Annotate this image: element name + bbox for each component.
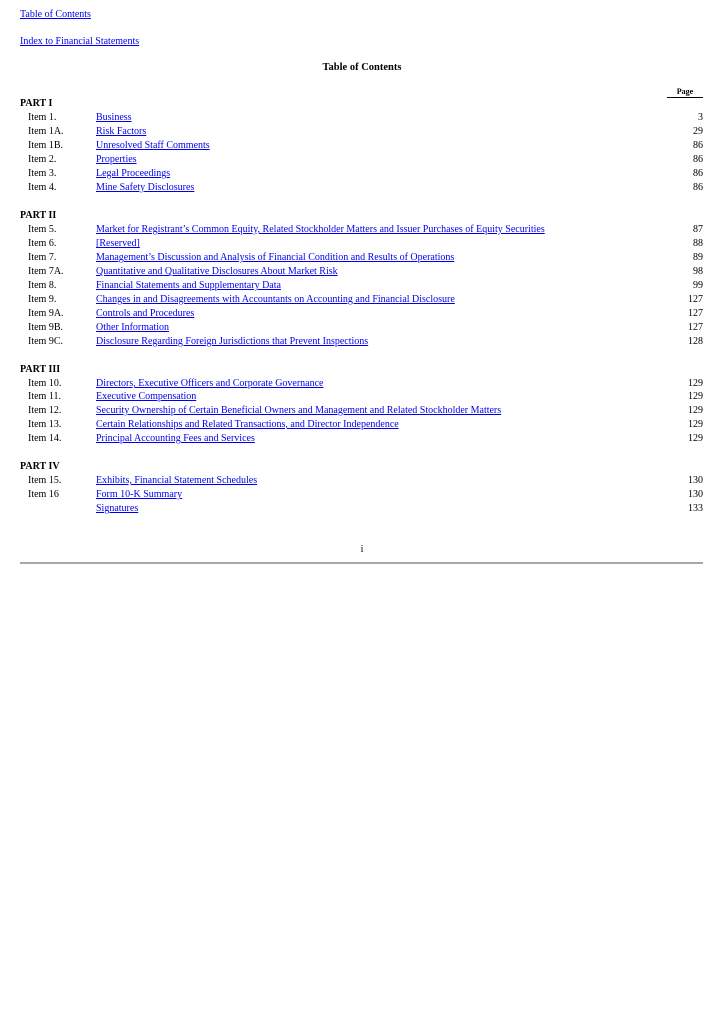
item-number: Item 7. bbox=[28, 252, 57, 263]
item-number: Item 2. bbox=[28, 154, 57, 165]
page-number: 127 bbox=[688, 294, 703, 305]
page-number: 86 bbox=[693, 154, 703, 165]
toc-row bbox=[0, 224, 724, 238]
part-heading: PART III bbox=[20, 364, 61, 375]
page-column-header: Page bbox=[667, 87, 703, 98]
item-number: Item 6. bbox=[28, 238, 57, 249]
page-number: 98 bbox=[693, 266, 703, 277]
toc-row bbox=[0, 475, 724, 489]
item-number: Item 9B. bbox=[28, 322, 63, 333]
part-heading: PART I bbox=[20, 98, 53, 109]
toc-row bbox=[0, 503, 724, 517]
item-number: Item 1. bbox=[28, 112, 57, 123]
page-number: 86 bbox=[693, 182, 703, 193]
toc-entry-link[interactable]: Other Information bbox=[96, 322, 170, 333]
toc-row bbox=[0, 294, 724, 308]
page-number: 87 bbox=[693, 224, 703, 235]
page-number: 129 bbox=[688, 391, 703, 402]
table-of-contents-link[interactable]: Table of Contents bbox=[20, 9, 91, 20]
toc-entry-link[interactable]: Principal Accounting Fees and Services bbox=[96, 433, 255, 444]
toc-row bbox=[0, 280, 724, 294]
toc-entry-link[interactable]: Market for Registrant’s Common Equity, Related Stockholder Matters and Issuer Purchases of Equity Securities bbox=[96, 224, 545, 235]
item-number: Item 7A. bbox=[28, 266, 64, 277]
page-number: 128 bbox=[688, 336, 703, 347]
page-number: 129 bbox=[688, 378, 703, 389]
item-number: Item 5. bbox=[28, 224, 57, 235]
part-heading: PART IV bbox=[20, 461, 60, 472]
toc-entry-link[interactable]: Signatures bbox=[96, 503, 139, 514]
toc-row bbox=[0, 154, 724, 168]
item-number: Item 9C. bbox=[28, 336, 63, 347]
toc-entry-link[interactable]: Properties bbox=[96, 154, 137, 165]
toc-entry-link[interactable]: Financial Statements and Supplementary Data bbox=[96, 280, 281, 291]
page-number: 127 bbox=[688, 308, 703, 319]
toc-entry-link[interactable]: Disclosure Regarding Foreign Jurisdictions that Prevent Inspections bbox=[96, 336, 369, 347]
toc-row bbox=[0, 252, 724, 266]
page-number: 129 bbox=[688, 419, 703, 430]
item-number: Item 9. bbox=[28, 294, 57, 305]
toc-row bbox=[0, 419, 724, 433]
page-number: 88 bbox=[693, 238, 703, 249]
toc-row bbox=[0, 182, 724, 196]
page-number: 99 bbox=[693, 280, 703, 291]
toc-entry-link[interactable]: Mine Safety Disclosures bbox=[96, 182, 195, 193]
toc-row bbox=[0, 433, 724, 447]
page-number: 29 bbox=[693, 126, 703, 137]
item-number: Item 9A. bbox=[28, 308, 64, 319]
item-number: Item 14. bbox=[28, 433, 62, 444]
page-break-divider bbox=[20, 562, 703, 564]
toc-entry-link[interactable]: Exhibits, Financial Statement Schedules bbox=[96, 475, 258, 486]
item-number: Item 1A. bbox=[28, 126, 64, 137]
toc-row bbox=[0, 112, 724, 126]
toc-entry-link[interactable]: Risk Factors bbox=[96, 126, 147, 137]
page-number: 133 bbox=[688, 503, 703, 514]
toc-row bbox=[0, 322, 724, 336]
page-number: 89 bbox=[693, 252, 703, 263]
toc-entry-link[interactable]: Quantitative and Qualitative Disclosures About Market Risk bbox=[96, 266, 338, 277]
item-number: Item 4. bbox=[28, 182, 57, 193]
toc-entry-link[interactable]: Legal Proceedings bbox=[96, 168, 171, 179]
page-title: Table of Contents bbox=[322, 62, 402, 73]
part-heading: PART II bbox=[20, 210, 57, 221]
toc-entry-link[interactable]: Management’s Discussion and Analysis of Financial Condition and Results of Operations bbox=[96, 252, 455, 263]
toc-entry-link[interactable]: Unresolved Staff Comments bbox=[96, 140, 210, 151]
page-number: 129 bbox=[688, 433, 703, 444]
item-number: Item 8. bbox=[28, 280, 57, 291]
toc-row bbox=[0, 266, 724, 280]
index-to-financial-statements-link[interactable]: Index to Financial Statements bbox=[20, 36, 140, 47]
item-number: Item 3. bbox=[28, 168, 57, 179]
item-number: Item 11. bbox=[28, 391, 61, 402]
page-number: 130 bbox=[688, 489, 703, 500]
toc-entry-link[interactable]: Security Ownership of Certain Beneficial Owners and Management and Related Stockholder Matters bbox=[96, 405, 502, 416]
page-number: 127 bbox=[688, 322, 703, 333]
page-number: 130 bbox=[688, 475, 703, 486]
toc-row bbox=[0, 378, 724, 392]
toc-entry-link[interactable]: Business bbox=[96, 112, 132, 123]
toc-entry-link[interactable]: Controls and Procedures bbox=[96, 308, 195, 319]
toc-row bbox=[0, 391, 724, 405]
toc-row bbox=[0, 489, 724, 503]
toc-row bbox=[0, 140, 724, 154]
toc-entry-link[interactable]: Changes in and Disagreements with Accountants on Accounting and Financial Disclosure bbox=[96, 294, 455, 305]
item-number: Item 1B. bbox=[28, 140, 63, 151]
toc-entry-link[interactable]: Form 10-K Summary bbox=[96, 489, 183, 500]
toc-entry-link[interactable]: Executive Compensation bbox=[96, 391, 197, 402]
item-number: Item 16 bbox=[28, 489, 59, 500]
page-number: 86 bbox=[693, 140, 703, 151]
toc-row bbox=[0, 168, 724, 182]
toc-row bbox=[0, 405, 724, 419]
item-number: Item 13. bbox=[28, 419, 62, 430]
page-number: 3 bbox=[698, 112, 703, 123]
item-number: Item 10. bbox=[28, 378, 62, 389]
toc-entry-link[interactable]: Directors, Executive Officers and Corporate Governance bbox=[96, 378, 324, 389]
item-number: Item 15. bbox=[28, 475, 62, 486]
page-number: 129 bbox=[688, 405, 703, 416]
toc-row bbox=[0, 238, 724, 252]
footer-page-number: i bbox=[360, 544, 364, 555]
item-number: Item 12. bbox=[28, 405, 62, 416]
toc-row bbox=[0, 126, 724, 140]
toc-entry-link[interactable]: [Reserved] bbox=[96, 238, 140, 249]
toc-entry-link[interactable]: Certain Relationships and Related Transactions, and Director Independence bbox=[96, 419, 399, 430]
toc-row bbox=[0, 308, 724, 322]
page-number: 86 bbox=[693, 168, 703, 179]
toc-row bbox=[0, 336, 724, 350]
